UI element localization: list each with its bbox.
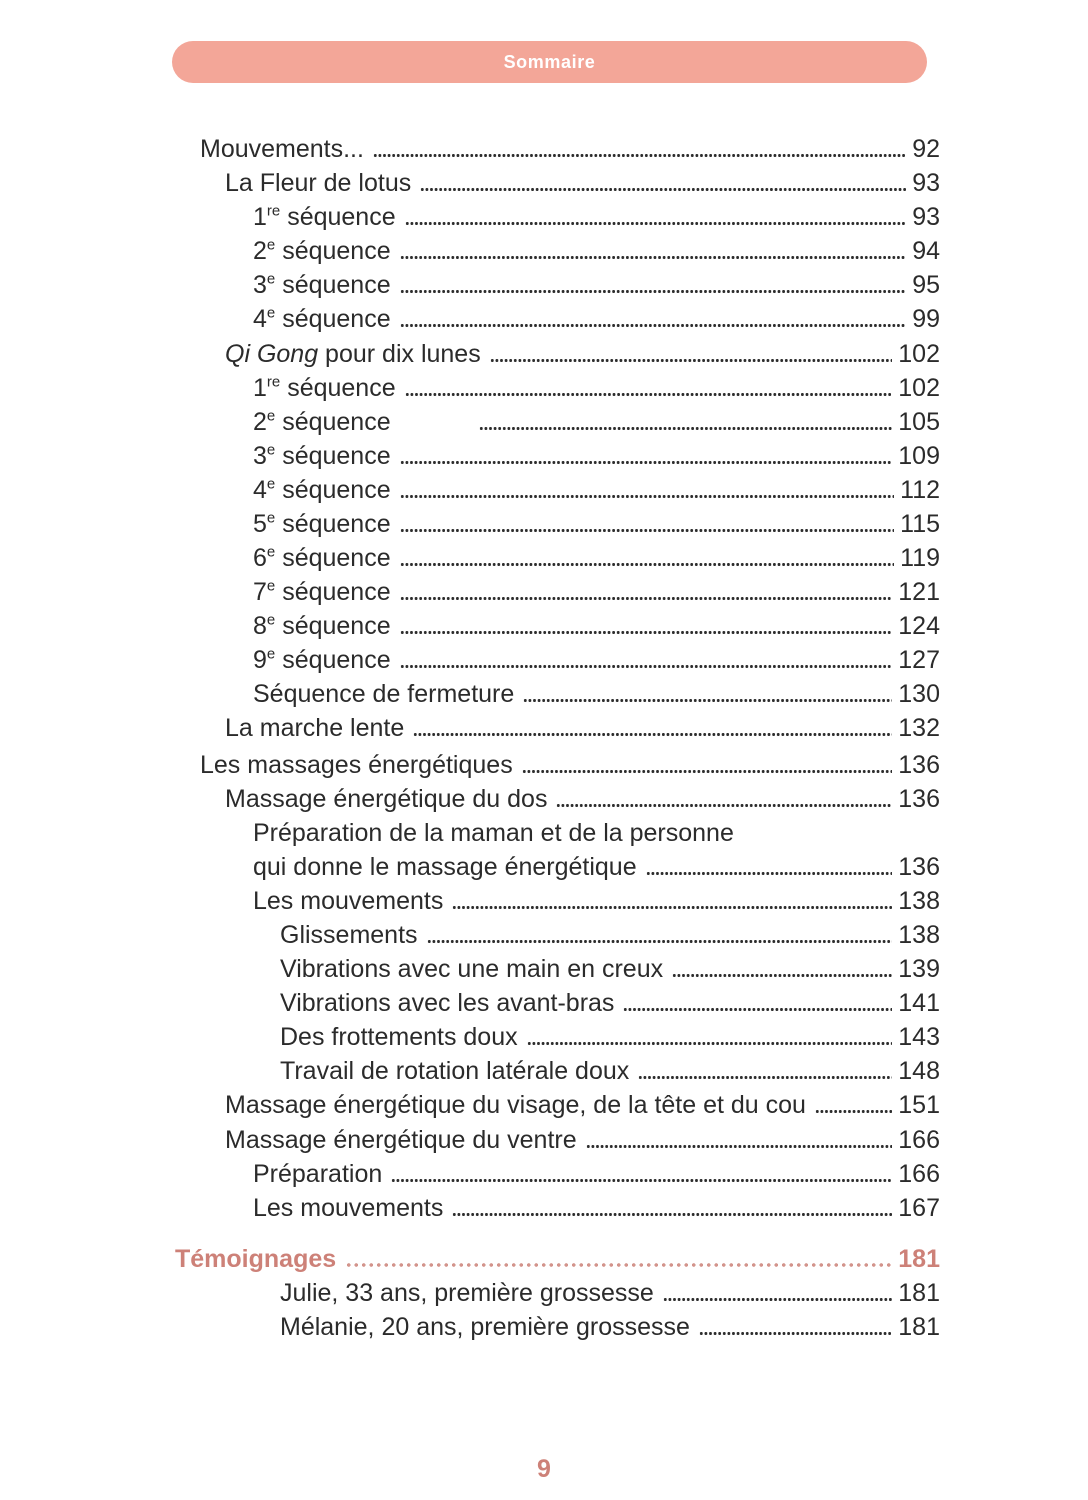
toc-page-number: 148 bbox=[898, 1057, 940, 1085]
toc-page-number: 167 bbox=[898, 1194, 940, 1222]
toc-leader bbox=[523, 697, 892, 702]
toc-leader bbox=[699, 1330, 892, 1335]
toc-entry-label: Des frottements doux bbox=[280, 1023, 518, 1051]
toc-leader bbox=[527, 1040, 893, 1045]
toc-entry bbox=[175, 612, 940, 641]
toc-leader bbox=[400, 322, 907, 327]
toc-entry bbox=[175, 1160, 940, 1189]
toc-page-number: 130 bbox=[898, 680, 940, 708]
toc-entry bbox=[175, 785, 940, 814]
toc-page-number: 93 bbox=[912, 203, 940, 231]
toc-page-number: 112 bbox=[900, 476, 940, 504]
toc-page-number: 93 bbox=[912, 169, 940, 197]
toc-page-number: 181 bbox=[898, 1279, 940, 1307]
toc-entry-label: Les mouvements bbox=[253, 1194, 444, 1222]
toc-entry bbox=[175, 1279, 940, 1308]
toc-entry-label: 6e séquence bbox=[253, 543, 391, 572]
toc-entry-label: 3e séquence bbox=[253, 270, 391, 299]
toc-leader bbox=[646, 870, 893, 875]
toc-entry bbox=[175, 680, 940, 709]
toc-leader bbox=[405, 220, 907, 225]
toc-entry-label: 1re séquence bbox=[253, 202, 396, 231]
toc-entry-label: Travail de rotation latérale doux bbox=[280, 1057, 630, 1085]
toc-page-number: 141 bbox=[898, 989, 940, 1017]
toc-entry-label: Glissements bbox=[280, 921, 418, 949]
toc-leader bbox=[452, 1211, 892, 1216]
toc-entry-label: La Fleur de lotus bbox=[225, 169, 412, 197]
toc-leader bbox=[373, 152, 906, 157]
page-title: Sommaire bbox=[503, 51, 596, 72]
toc-page-number: 127 bbox=[898, 646, 940, 674]
toc-entry bbox=[175, 408, 940, 437]
toc-entry bbox=[175, 1091, 940, 1120]
toc-entry bbox=[175, 203, 940, 232]
toc-entry bbox=[175, 819, 940, 848]
toc-entry bbox=[175, 921, 940, 950]
toc-page-number: 136 bbox=[898, 853, 940, 881]
toc-entry-label: 7e séquence bbox=[253, 577, 391, 606]
toc-page-number: 115 bbox=[900, 510, 940, 538]
toc-entry-label: Massage énergétique du visage, de la tête et du cou bbox=[225, 1091, 806, 1119]
toc-entry bbox=[175, 1245, 940, 1274]
toc-entry bbox=[175, 271, 940, 300]
toc-entry bbox=[175, 1313, 940, 1342]
toc-entry-label: 2e séquence bbox=[253, 407, 391, 436]
toc-page-number: 105 bbox=[898, 408, 940, 436]
toc-entry-label: Préparation bbox=[253, 1160, 383, 1188]
toc-leader bbox=[490, 357, 893, 362]
toc-page-number: 136 bbox=[898, 785, 940, 813]
toc-entry bbox=[175, 374, 940, 403]
toc-entry-label: Massage énergétique du dos bbox=[225, 785, 548, 813]
toc-page-number: 139 bbox=[898, 955, 940, 983]
toc-entry-label: 5e séquence bbox=[253, 509, 391, 538]
toc-leader bbox=[663, 1296, 892, 1301]
toc-leader bbox=[400, 493, 895, 498]
toc-entry-label: 4e séquence bbox=[253, 304, 391, 333]
toc-entry bbox=[175, 1126, 940, 1155]
toc-page-number: 119 bbox=[900, 544, 940, 572]
toc-entry bbox=[175, 989, 940, 1018]
toc-entry bbox=[175, 578, 940, 607]
toc-leader bbox=[400, 595, 893, 600]
toc-leader bbox=[400, 288, 907, 293]
toc-leader bbox=[452, 904, 892, 909]
toc-list bbox=[175, 135, 940, 1347]
toc-entry bbox=[175, 169, 940, 198]
toc-leader bbox=[400, 459, 893, 464]
toc-entry bbox=[175, 646, 940, 675]
toc-page-number: 143 bbox=[898, 1023, 940, 1051]
toc-page-number: 138 bbox=[898, 887, 940, 915]
toc-page-number: 166 bbox=[898, 1160, 940, 1188]
toc-entry-label: Les mouvements bbox=[253, 887, 444, 915]
toc-entry-label: Mélanie, 20 ans, première grossesse bbox=[280, 1313, 690, 1341]
toc-page-number: 124 bbox=[898, 612, 940, 640]
toc-entry-label: Qi Gong pour dix lunes bbox=[225, 340, 481, 368]
toc-entry-label: Séquence de fermeture bbox=[253, 680, 515, 708]
toc-leader bbox=[586, 1143, 893, 1148]
toc-entry bbox=[175, 955, 940, 984]
toc-page-number: 121 bbox=[898, 578, 940, 606]
toc-leader bbox=[420, 186, 906, 191]
toc-entry-label: La marche lente bbox=[225, 714, 405, 742]
toc-entry-label: Préparation de la maman et de la personne bbox=[253, 819, 734, 847]
toc-entry bbox=[175, 442, 940, 471]
toc-entry-label: Massage énergétique du ventre bbox=[225, 1126, 577, 1154]
toc-page-number: 94 bbox=[912, 237, 940, 265]
toc-entry-label: 4e séquence bbox=[253, 475, 391, 504]
toc-page-number: 138 bbox=[898, 921, 940, 949]
toc-page-number: 132 bbox=[898, 714, 940, 742]
toc-entry-label: Vibrations avec les avant-bras bbox=[280, 989, 615, 1017]
toc-page-number: 102 bbox=[898, 374, 940, 402]
toc-entry-label: Mouvements... bbox=[200, 135, 364, 163]
toc-leader bbox=[522, 768, 893, 773]
toc-entry-label: qui donne le massage énergétique bbox=[253, 853, 637, 881]
toc-leader bbox=[400, 254, 907, 259]
toc-entry bbox=[175, 751, 940, 780]
toc-entry bbox=[175, 510, 940, 539]
toc-leader bbox=[623, 1006, 892, 1011]
toc-page-number: 166 bbox=[898, 1126, 940, 1154]
toc-entry bbox=[175, 1194, 940, 1223]
toc-entry bbox=[175, 476, 940, 505]
toc-page-number: 181 bbox=[898, 1313, 940, 1341]
toc-entry-label: 2e séquence bbox=[253, 236, 391, 265]
toc-leader bbox=[400, 629, 893, 634]
toc-leader bbox=[400, 527, 895, 532]
toc-entry bbox=[175, 887, 940, 916]
toc-entry-label: 9e séquence bbox=[253, 645, 391, 674]
toc-page-number: 99 bbox=[912, 305, 940, 333]
sommaire-header-bar bbox=[172, 41, 927, 83]
toc-leader bbox=[405, 391, 893, 396]
toc-leader bbox=[391, 1177, 892, 1182]
footer-page-number: 9 bbox=[537, 1455, 551, 1483]
toc-leader bbox=[479, 425, 893, 430]
toc-entry bbox=[175, 1057, 940, 1086]
toc-leader bbox=[556, 802, 892, 807]
toc-page-number: 136 bbox=[898, 751, 940, 779]
toc-leader bbox=[427, 938, 893, 943]
toc-entry bbox=[175, 544, 940, 573]
toc-page-number: 102 bbox=[898, 340, 940, 368]
toc-leader bbox=[413, 731, 892, 736]
toc-entry-label: 8e séquence bbox=[253, 611, 391, 640]
toc-leader bbox=[815, 1108, 892, 1113]
toc-entry-label: Vibrations avec une main en creux bbox=[280, 955, 664, 983]
toc-entry bbox=[175, 135, 940, 164]
toc-page-number: 92 bbox=[912, 135, 940, 163]
toc-leader bbox=[400, 663, 893, 668]
toc-entry-label: 1re séquence bbox=[253, 373, 396, 402]
toc-entry bbox=[175, 853, 940, 882]
toc-leader bbox=[345, 1261, 892, 1267]
toc-entry-label: Julie, 33 ans, première grossesse bbox=[280, 1279, 654, 1307]
toc-entry-label: Les massages énergétiques bbox=[200, 751, 513, 779]
toc-entry bbox=[175, 340, 940, 369]
toc-page-number: 109 bbox=[898, 442, 940, 470]
toc-entry-label: 3e séquence bbox=[253, 441, 391, 470]
toc-leader bbox=[672, 972, 892, 977]
toc-entry bbox=[175, 237, 940, 266]
toc-leader bbox=[638, 1074, 892, 1079]
toc-page-number: 181 bbox=[898, 1245, 940, 1273]
toc-page-number: 151 bbox=[898, 1091, 940, 1119]
toc-entry bbox=[175, 305, 940, 334]
toc-leader bbox=[400, 561, 895, 566]
toc-entry bbox=[175, 1023, 940, 1052]
toc-entry bbox=[175, 714, 940, 743]
toc-entry-label: Témoignages bbox=[175, 1245, 337, 1273]
toc-page-number: 95 bbox=[912, 271, 940, 299]
